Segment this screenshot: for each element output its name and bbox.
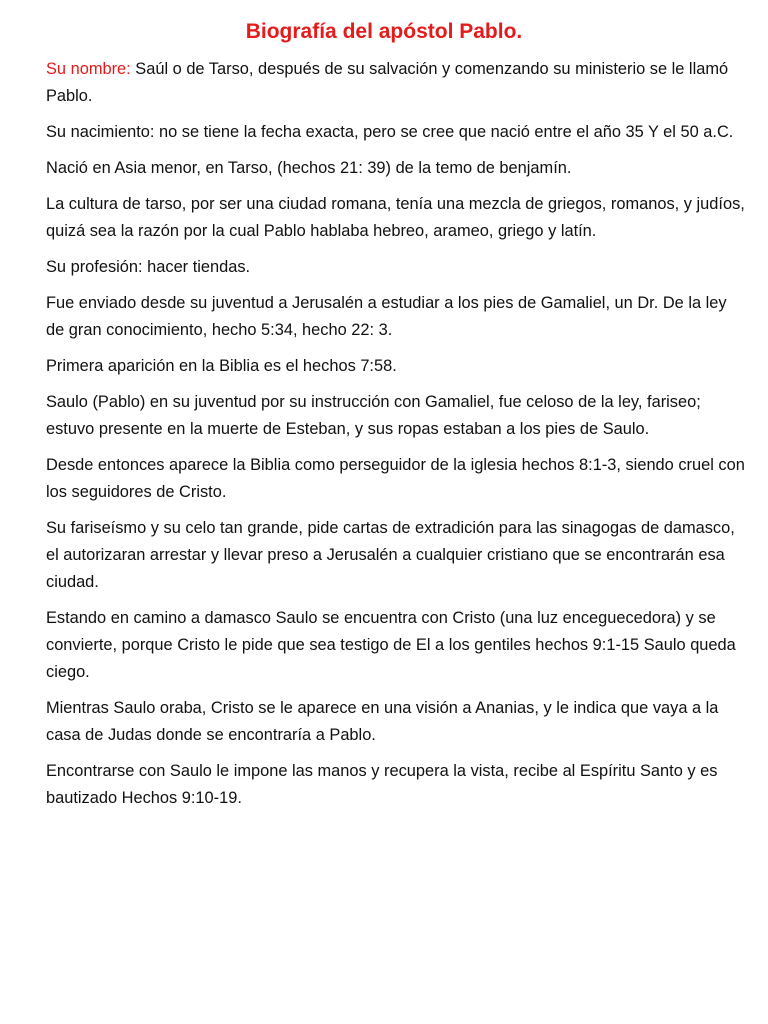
paragraph-extradition: Su fariseísmo y su celo tan grande, pide cartas de extradición para las sinagogas de damasco, el autorizaran arrestar y llevar preso a Jerusalén a cualquier cristiano que se encontrarán esa ciudad. [46, 519, 735, 591]
paragraph-birthplace: Nació en Asia menor, en Tarso, (hechos 21: 39) de la temo de benjamín. [46, 159, 572, 177]
paragraph-ananias: Mientras Saulo oraba, Cristo se le aparece en una visión a Ananias, y le indica que vaya a la casa de Judas donde se encontraría a Pablo. [46, 699, 719, 744]
paragraph-education: Fue enviado desde su juventud a Jerusalén a estudiar a los pies de Gamaliel, un Dr. De la ley de gran conocimiento, hecho 5:34, hecho 22: 3. [46, 294, 727, 339]
name-text: Saúl o de Tarso, después de su salvación y comenzando su ministerio se le llamó Pablo. [46, 60, 729, 105]
paragraph-conversion: Estando en camino a damasco Saulo se encuentra con Cristo (una luz enceguecedora) y se convierte, porque Cristo le pide que sea testigo de El a los gentiles hechos 9:1-15 Saulo queda ciego. [46, 609, 736, 681]
document-title: Biografía del apóstol Pablo. [245, 20, 523, 43]
paragraph-persecutor: Desde entonces aparece la Biblia como perseguidor de la iglesia hechos 8:1-3, siendo cruel con los seguidores de Cristo. [46, 456, 745, 501]
paragraph-baptism: Encontrarse con Saulo le impone las manos y recupera la vista, recibe al Espíritu Santo y es bautizado Hechos 9:10-19. [46, 762, 718, 807]
paragraph-first-appearance: Primera aparición en la Biblia es el hechos 7:58. [46, 357, 397, 375]
paragraph-birth: Su nacimiento: no se tiene la fecha exacta, pero se cree que nació entre el año 35 Y el 50 a.C. [46, 123, 734, 141]
paragraph-profession: Su profesión: hacer tiendas. [46, 258, 251, 276]
paragraph-name [46, 56, 746, 110]
paragraph-youth: Saulo (Pablo) en su juventud por su instrucción con Gamaliel, fue celoso de la ley, fariseo; estuvo presente en la muerte de Esteban, y sus ropas estaban a los pies de Saulo. [46, 393, 701, 438]
paragraph-culture: La cultura de tarso, por ser una ciudad romana, tenía una mezcla de griegos, romanos, y judíos, quizá sea la razón por la cual Pablo hablaba hebreo, arameo, griego y latín. [46, 195, 745, 240]
name-label: Su nombre: [46, 60, 131, 78]
